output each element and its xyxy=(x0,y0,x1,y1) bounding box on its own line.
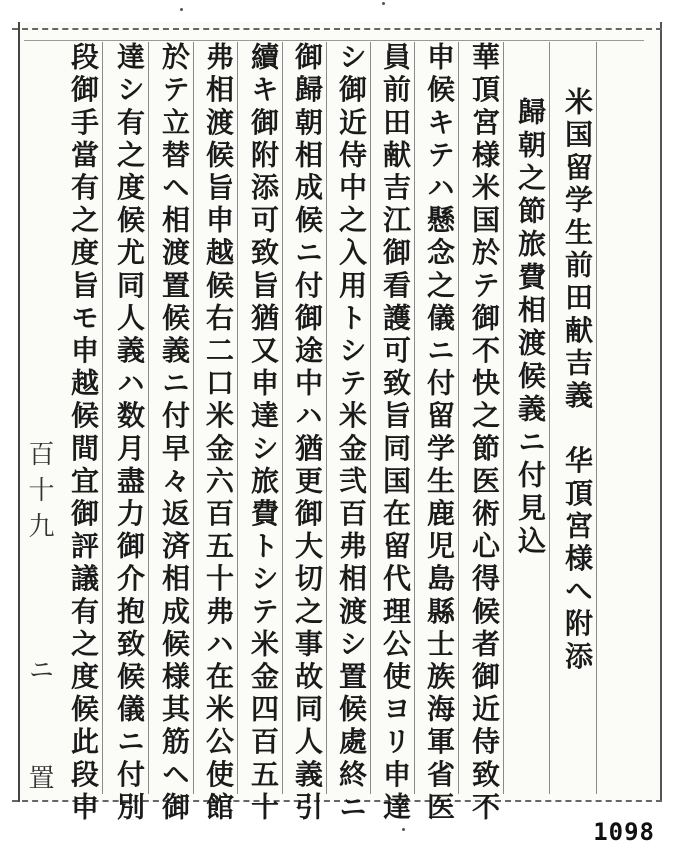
text-column-11 xyxy=(110,42,149,825)
column-text: 御歸朝相成候ニ付御途中ハ猶更御大切之事故同人義引 xyxy=(291,42,324,825)
top-border-rule xyxy=(12,28,662,30)
text-column-3 xyxy=(465,42,504,825)
text-column-8 xyxy=(244,42,283,825)
scan-speck xyxy=(180,8,183,11)
column-text: 申候キテハ懸念之儀ニ付留学生鹿児島縣士族海軍省医 xyxy=(423,42,456,825)
text-column-5 xyxy=(376,42,415,825)
text-column-10 xyxy=(155,42,194,825)
text-column-1 xyxy=(558,42,597,794)
text-column-4 xyxy=(420,42,459,825)
page-number: 1098 xyxy=(593,818,655,846)
column-text: 華頂宮様米国於テ御不快之節医術心得候者御近侍致不 xyxy=(468,42,501,825)
scan-speck xyxy=(382,2,385,5)
top-inner-rule xyxy=(24,40,644,41)
text-column-9 xyxy=(199,42,238,825)
column-text: 達シ有之度候尤同人義ハ数月盡力御介抱致候儀ニ付別 xyxy=(113,42,146,825)
scan-speck xyxy=(402,828,405,831)
margin-handwritten-note: 百十九 ニ 置 xyxy=(24,440,54,800)
column-text: 米国留学生前田献吉義 华頂宮様へ附添 xyxy=(561,87,594,674)
column-text: 續キ御附添可致旨猶又申達シ旅費トシテ米金四百五十 xyxy=(247,42,280,825)
column-text: 員前田献吉江御看護可致旨同国在留代理公使ヨリ申達 xyxy=(379,42,412,825)
text-column-12 xyxy=(64,42,103,825)
column-text: 段御手當有之度旨モ申越候間宜御評議有之度候此段申 xyxy=(67,42,100,825)
text-column-7 xyxy=(288,42,327,825)
column-text: 歸朝之節旅費相渡候義ニ付見込 xyxy=(514,97,547,559)
column-text: シ御近侍中之入用トシテ米金弐百弗相渡シ置候處終ニ xyxy=(335,42,368,825)
text-column-6 xyxy=(332,42,371,825)
column-text: 於テ立替ヘ相渡置候義ニ付早々返済相成候様其筋ヘ御 xyxy=(158,42,191,825)
text-column-2 xyxy=(511,42,550,794)
column-text: 弗相渡候旨申越候右二口米金六百五十弗ハ在米公使館 xyxy=(202,42,235,825)
